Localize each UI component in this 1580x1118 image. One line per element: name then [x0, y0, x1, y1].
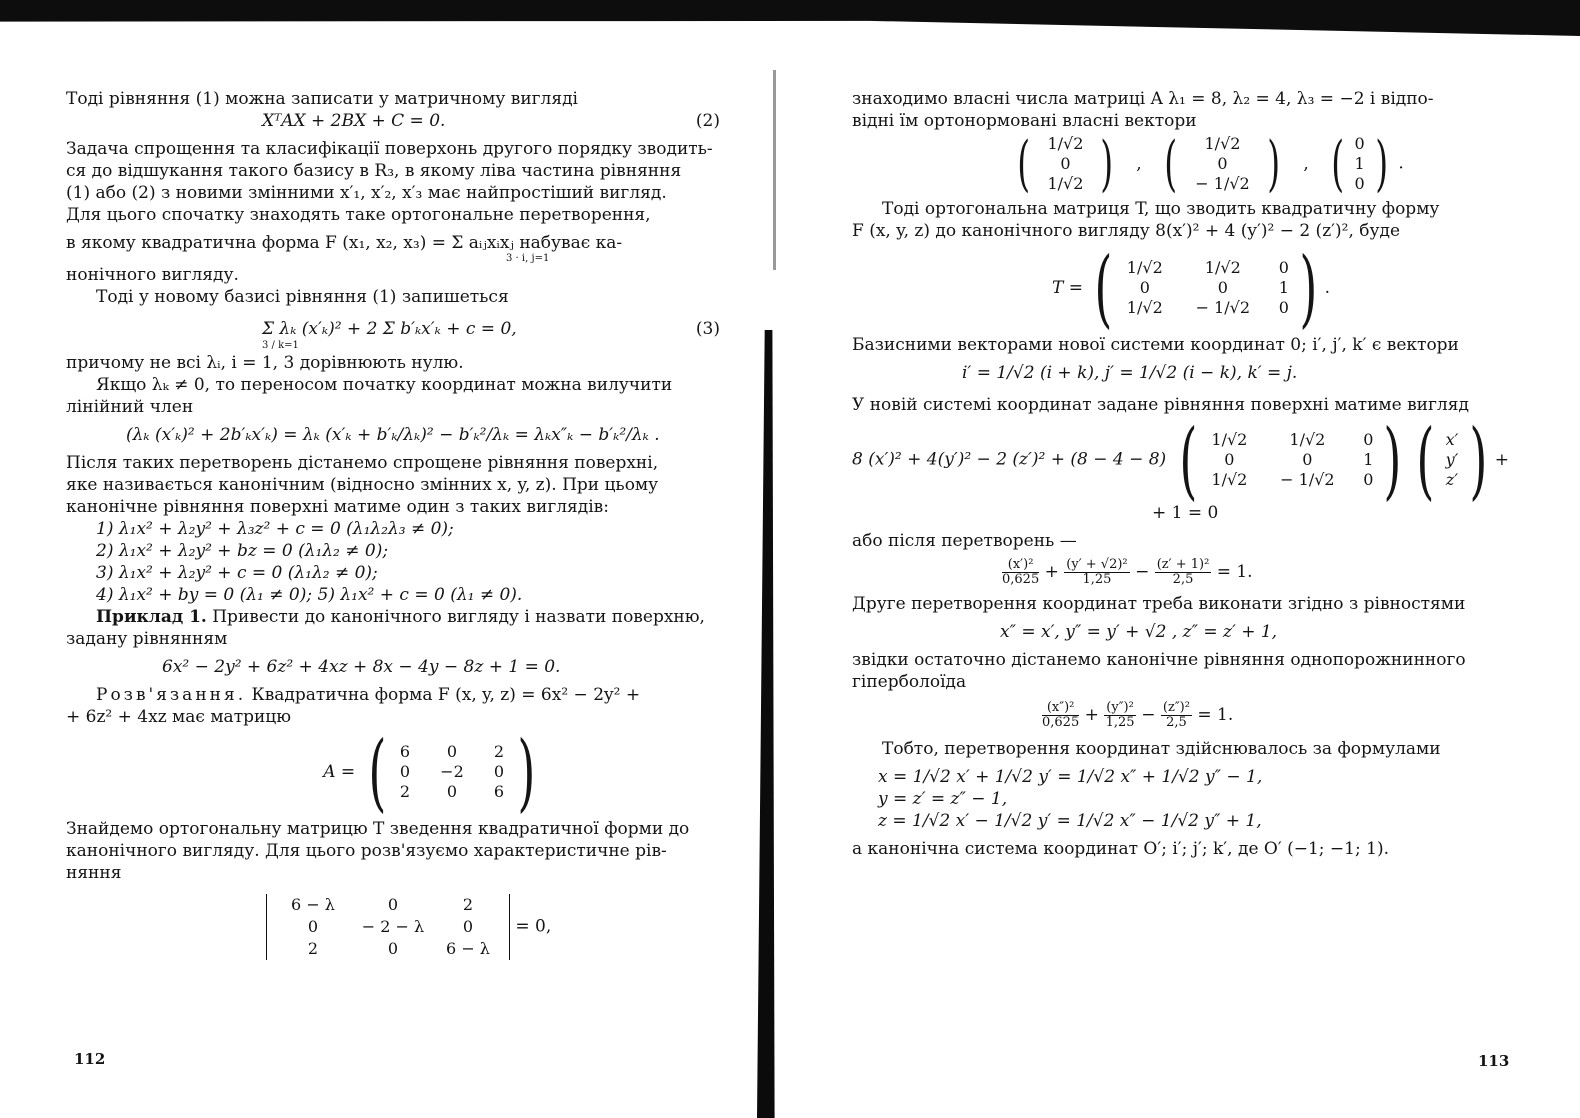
text-line: Тоді ортогональна матриця T, що зводить квадратичну форму [882, 199, 1440, 219]
text-line: звідки остаточно дістанемо канонічне рівняння однопорожнинного [852, 650, 1466, 670]
book-spine-shadow [773, 70, 776, 270]
list-item: 4) λ₁x² + by = 0 (λ₁ ≠ 0); 5) λ₁x² + c = 0 (λ₁ ≠ 0). [96, 585, 523, 605]
solution-heading [66, 684, 720, 706]
equation-3 [262, 318, 720, 340]
text-line: Задача спрощення та класифікації поверхонь другого порядку зводить- [66, 139, 713, 159]
matrix-cell: 1/√2 [1289, 430, 1326, 449]
vector-cell: z′ [1445, 470, 1458, 489]
matrix-cell: − 1/√2 [1280, 470, 1335, 489]
matrix-entries [394, 742, 510, 802]
text-line: Друге перетворення координат треба виконати згідно з рівностями [852, 594, 1466, 614]
text-line: яке називається канонічним (відносно змінних x, y, z). При цьому [66, 475, 659, 495]
matrix-T: T = ( 1/√2 1/√2 0 0 0 1 1/√2 − 1/√2 0 ) . [1052, 239, 1330, 337]
example-equation: 6x² − 2y² + 6z² + 4xz + 8x − 4y − 8z + 1 = 0. [162, 657, 561, 677]
eigenvector: ( 1/√2 0 1/√2 ) [1017, 129, 1114, 199]
scan-top-edge [0, 0, 1580, 36]
matrix-cell: 0 [1278, 258, 1289, 277]
list-item: 1) λ₁x² + λ₂y² + λ₃z² + c = 0 (λ₁λ₂λ₃ ≠ 0); [96, 519, 454, 539]
vector-cell: 0 [1060, 154, 1071, 173]
vector-cell: 0 [1354, 134, 1365, 153]
matrix-cell: 0 [1224, 450, 1235, 469]
matrix-cell: 1 [1278, 278, 1289, 297]
text-line: Знайдемо ортогональну матрицю T зведення квадратичної форми до [66, 819, 690, 839]
matrix-entries [1120, 258, 1292, 318]
sum-limits: 3 · i, j=1 [506, 253, 550, 264]
matrix-cell: 1 [1363, 450, 1374, 469]
eigenvector: ( 1/√2 0 − 1/√2 ) [1164, 129, 1281, 199]
matrix-cell: 0 [446, 782, 458, 801]
eigenvector: ( 0 1 0 ) [1331, 129, 1388, 199]
text-line: лінійний член [66, 397, 194, 417]
matrix-cell: 0 [446, 742, 458, 761]
paragraph-problem [66, 138, 720, 286]
plus-sign: + [1494, 450, 1509, 470]
equation-text: Σ λₖ (x′ₖ)² + 2 Σ b′ₖx′ₖ + c = 0, [262, 319, 517, 339]
equation-tail: + 1 = 0 [1152, 503, 1219, 523]
transform-x: x = 1/√2 x′ + 1/√2 y′ = 1/√2 x″ + 1/√2 y″ − 1, [878, 767, 1263, 787]
solution-text: Квадратична форма F (x, y, z) = 6x² − 2y² + [251, 685, 641, 705]
matrix-cell: 0 [493, 762, 505, 781]
matrix-cell: 0 [1217, 278, 1228, 297]
coordinate-vector [1442, 430, 1462, 490]
text-line: Якщо λₖ ≠ 0, то переносом початку координат можна вилучити [96, 375, 673, 395]
equation-lhs: 8 (x′)² + 4(y′)² − 2 (z′)² + (8 − 4 − 8) [852, 449, 1167, 470]
matrix-cell: 2 [493, 742, 505, 761]
det-cell: 6 − λ [291, 895, 335, 914]
matrix-cell: 6 [493, 782, 505, 801]
characteristic-determinant [266, 894, 720, 960]
matrix-cell: 6 [399, 742, 411, 761]
det-cell: 2 [307, 939, 319, 958]
text-line: ся до відшукання такого базису в R₃, в якому ліва частина рівняння [66, 161, 682, 181]
equation-2 [262, 110, 720, 132]
det-cell: 0 [462, 917, 474, 936]
book-spine [757, 330, 779, 1118]
det-cell: 0 [307, 917, 319, 936]
vector-cell: 1 [1354, 154, 1365, 173]
text-line: а канонічна система координат O′; i′; j′; k′, де O′ (−1; −1; 1). [852, 839, 1389, 859]
equation-text: XᵀAX + 2BX + C = 0. [262, 111, 446, 131]
list-item: 2) λ₁x² + λ₂y² + bz = 0 (λ₁λ₂ ≠ 0); [96, 541, 389, 561]
text-line: гіперболоїда [852, 672, 967, 692]
matrix-T-block [1052, 239, 1510, 337]
page-number-left: 112 [74, 1050, 106, 1068]
vector-cell: 1/√2 [1047, 174, 1084, 193]
transform-y: y = z′ = z″ − 1, [878, 789, 1008, 809]
matrix-cell: 1/√2 [1211, 430, 1248, 449]
text-line: канонічне рівняння поверхні матиме один з таких виглядів: [66, 497, 609, 517]
list-item: 3) λ₁x² + λ₂y² + c = 0 (λ₁λ₂ ≠ 0); [96, 563, 378, 583]
new-equation [852, 411, 1510, 509]
transform-z: z = 1/√2 x′ − 1/√2 y′ = 1/√2 x″ − 1/√2 y″ + 1, [878, 811, 1262, 831]
text-line: У новій системі координат задане рівняння поверхні матиме вигляд [852, 395, 1469, 415]
det-cell: 6 − λ [446, 939, 490, 958]
vector-cell: 0 [1354, 174, 1365, 193]
equation-complete-square: (λₖ (x′ₖ)² + 2b′ₖx′ₖ) = λₖ (x′ₖ + b′ₖ/λₖ)² − b′ₖ²/λₖ = λₖx″ₖ − b′ₖ²/λₖ . [126, 425, 660, 445]
text-line: канонічного вигляду. Для цього розв'язуємо характеристичне рів- [66, 841, 667, 861]
paragraph: Тоді рівняння (1) можна записати у матричному вигляді [66, 89, 578, 109]
det-cell: 2 [462, 895, 474, 914]
matrix-cell: 1/√2 [1126, 258, 1163, 277]
matrix-label: A = [323, 762, 356, 782]
canonical-forms-list [66, 518, 720, 606]
vector-cell: 1/√2 [1047, 134, 1084, 153]
matrix-cell: −2 [440, 762, 464, 781]
vector-cell: 0 [1217, 154, 1228, 173]
text-line: Тобто, перетворення координат здійснювалось за формулами [882, 739, 1441, 759]
second-transform-equation: x″ = x′, y″ = y′ + √2 , z″ = z′ + 1, [1000, 622, 1278, 642]
det-cell: 0 [387, 939, 399, 958]
page-number-right: 113 [1478, 1052, 1510, 1070]
final-canonical-equation: $\frac{\text{(x″)²}}{0,625}$ + $\frac{\text{(y″)²}}{1,25}$ − $\frac{\text{(z″)²}}{2,5}$ = 1. [1042, 700, 1234, 730]
matrix-T-inline: ( 1/√2 1/√2 0 0 0 1 1/√2 − 1/√2 0 ) ( x′ y′ z′ ) + [1178, 411, 1509, 509]
paragraph: причому не всі λᵢ, i = 1, 3 дорівнюють нулю. [66, 353, 464, 373]
vector-cell: 1/√2 [1204, 134, 1241, 153]
vector-cell: x′ [1445, 430, 1459, 449]
text-line: задану рівнянням [66, 629, 228, 649]
right-page [852, 88, 1510, 860]
text-line: + 6z² + 4xz має матрицю [66, 707, 292, 727]
det-cell: − 2 − λ [361, 917, 425, 936]
text-line: F (x, y, z) до канонічного вигляду 8(x′)² + 4 (y′)² − 2 (z′)², буде [852, 221, 1401, 241]
equation-number: (2) [695, 111, 720, 131]
matrix-cell: 0 [1278, 298, 1289, 317]
text-line: няння [66, 863, 122, 883]
fraction: $\frac{\text{(z′ + 1)²}}{2,5}$ [1156, 557, 1210, 587]
matrix-A: A = ( 6 0 2 0 −2 0 2 0 6 ) [323, 723, 536, 821]
text-line: відні їм ортонормовані власні вектори [852, 111, 1197, 131]
matrix-cell: − 1/√2 [1195, 298, 1250, 317]
matrix-cell: 0 [1302, 450, 1313, 469]
text-line: нонічного вигляду. [66, 265, 239, 285]
matrix-cell: 0 [399, 762, 411, 781]
equation-after-transform: $\frac{\text{(x′)²}}{0,625}$ + $\frac{\text{(y′ + √2)²}}{1,25}$ − $\frac{\text{(z′ + 1)²}}{2,5}$ = 1. [1002, 557, 1253, 587]
determinant-rhs: = 0, [515, 916, 552, 937]
text-line: Після таких перетворень дістанемо спрощене рівняння поверхні, [66, 453, 659, 473]
matrix-cell: 1/√2 [1211, 470, 1248, 489]
text-line: Для цього спочатку знаходять таке ортогональне перетворення, [66, 205, 651, 225]
matrix-cell: 1/√2 [1204, 258, 1241, 277]
basis-vectors-equation: i′ = 1/√2 (i + k), j′ = 1/√2 (i − k), k′ = j. [962, 363, 1298, 383]
solution-label: Розв'язання. [96, 685, 247, 705]
text-line: в якому квадратична форма F (x₁, x₂, x₃) = Σ aᵢⱼxᵢxⱼ набуває ка- [66, 233, 623, 253]
text-line: знаходимо власні числа матриці A λ₁ = 8, λ₂ = 4, λ₃ = −2 і відпо- [852, 89, 1434, 109]
matrix-cell: 0 [1363, 470, 1374, 489]
example-label: Приклад 1. [96, 607, 207, 627]
example-heading [66, 606, 720, 628]
vector-cell: y′ [1445, 450, 1459, 469]
matrix-cell: 0 [1139, 278, 1150, 297]
matrix-A-block [66, 723, 720, 821]
example-text: Привести до канонічного вигляду і назвати поверхню, [212, 607, 705, 627]
det-cell: 0 [387, 895, 399, 914]
text-line: Базисними векторами нової системи координат 0; i′, j′, k′ є вектори [852, 335, 1459, 355]
paragraph: Тоді у новому базисі рівняння (1) запишеться [96, 287, 509, 307]
matrix-cell: 1/√2 [1126, 298, 1163, 317]
eigenvectors: ( 1/√2 0 1/√2 ) , ( 1/√2 0 − 1/√2 ) , ( 0 1 0 ) . [1012, 134, 1510, 194]
fraction: $\frac{\text{(y′ + √2)²}}{1,25}$ [1066, 557, 1128, 587]
fraction: $\frac{\text{(y″)²}}{1,25}$ [1105, 700, 1135, 730]
matrix-cell: 2 [399, 782, 411, 801]
equation-number: (3) [695, 319, 720, 339]
fraction: $\frac{\text{(x′)²}}{0,625}$ [1002, 557, 1040, 587]
matrix-cell: 0 [1363, 430, 1374, 449]
text-line: (1) або (2) з новими змінними x′₁, x′₂, x′₃ має найпростіший вигляд. [66, 183, 667, 203]
sum-limits: 3 / k=1 [262, 340, 299, 351]
matrix-label: T = [1052, 278, 1083, 298]
vector-cell: − 1/√2 [1195, 174, 1250, 193]
text-line: або після перетворень — [852, 531, 1077, 551]
determinant [266, 894, 510, 960]
left-page [66, 88, 720, 960]
fraction: $\frac{\text{(z″)²}}{2,5}$ [1162, 700, 1190, 730]
fraction: $\frac{\text{(x″)²}}{0,625}$ [1042, 700, 1080, 730]
